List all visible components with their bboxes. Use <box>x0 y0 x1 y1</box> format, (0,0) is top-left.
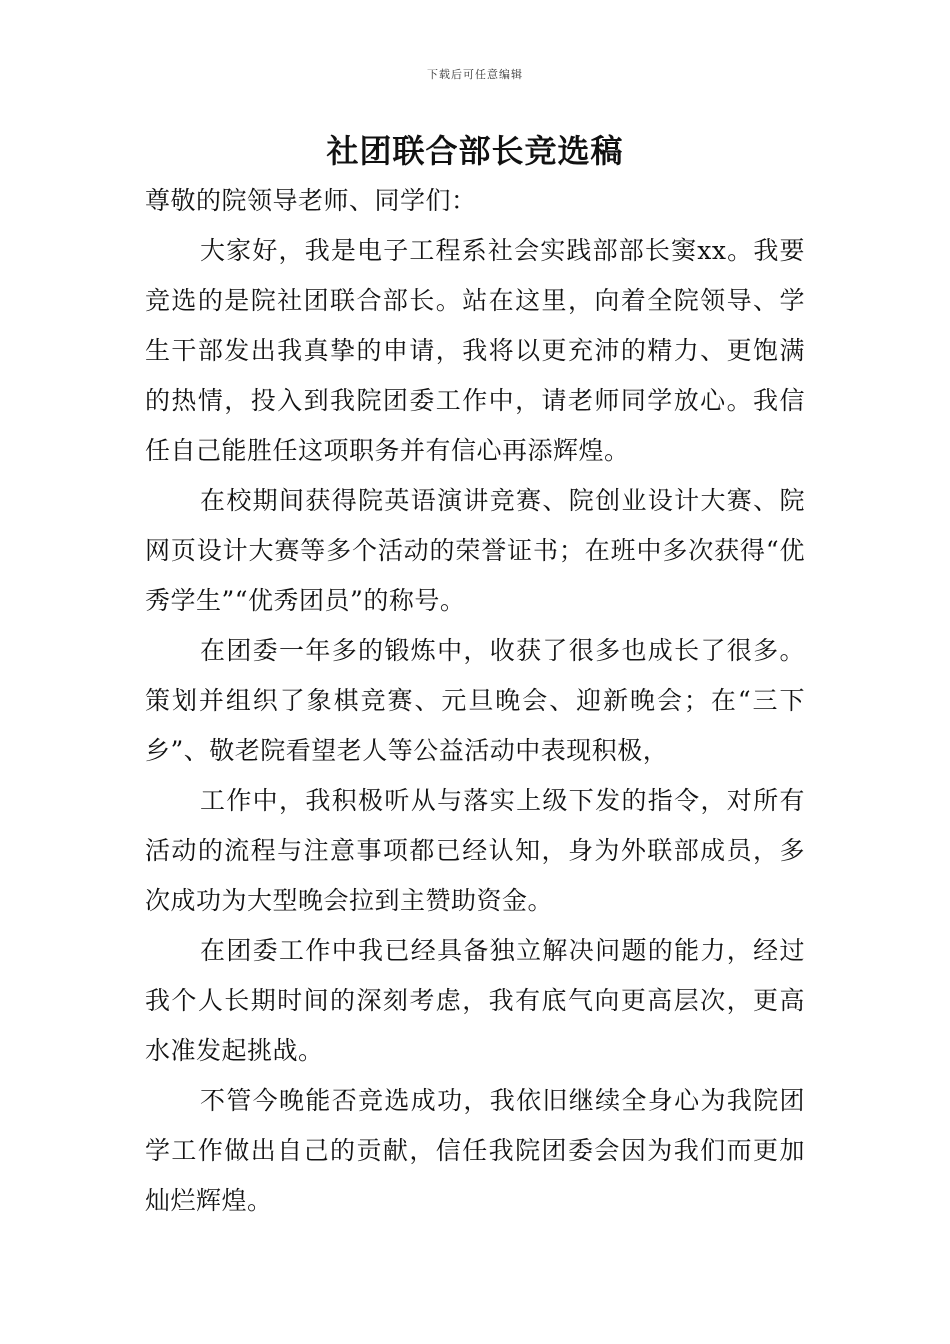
document-title: 社团联合部长竞选稿 <box>326 132 624 170</box>
paragraph-5: 在团委工作中我已经具备独立解决问题的能力，经过我个人长期时间的深刻考虑，我有底气向更高层次，更高水准发起挑战。 <box>145 936 805 1065</box>
paragraph-2: 在校期间获得院英语演讲竞赛、院创业设计大赛、院网页设计大赛等多个活动的荣誉证书；在班中多次获得“优秀学生”“优秀团员”的称号。 <box>145 486 805 615</box>
paragraph-4: 工作中，我积极听从与落实上级下发的指令，对所有活动的流程与注意事项都已经认知，身为外联部成员，多次成功为大型晚会拉到主赞助资金。 <box>145 786 805 915</box>
document-body <box>145 176 805 1226</box>
paragraph-1: 大家好，我是电子工程系社会实践部部长窦xx。我要竞选的是院社团联合部长。站在这里，向着全院领导、学生干部发出我真挚的申请，我将以更充沛的精力、更饱满的热情，投入到我院团委工作中，请老师同学放心。我信任自己能胜任这项职务并有信心再添辉煌。 <box>145 236 805 465</box>
paragraph-6: 不管今晚能否竞选成功，我依旧继续全身心为我院团学工作做出自己的贡献，信任我院团委会因为我们而更加灿烂辉煌。 <box>145 1086 805 1215</box>
paragraph-3: 在团委一年多的锻炼中，收获了很多也成长了很多。策划并组织了象棋竞赛、元旦晚会、迎新晚会；在“三下乡”、敬老院看望老人等公益活动中表现积极， <box>145 636 805 765</box>
salutation: 尊敬的院领导老师、同学们： <box>145 186 477 215</box>
header-note: 下载后可任意编辑 <box>427 68 523 81</box>
